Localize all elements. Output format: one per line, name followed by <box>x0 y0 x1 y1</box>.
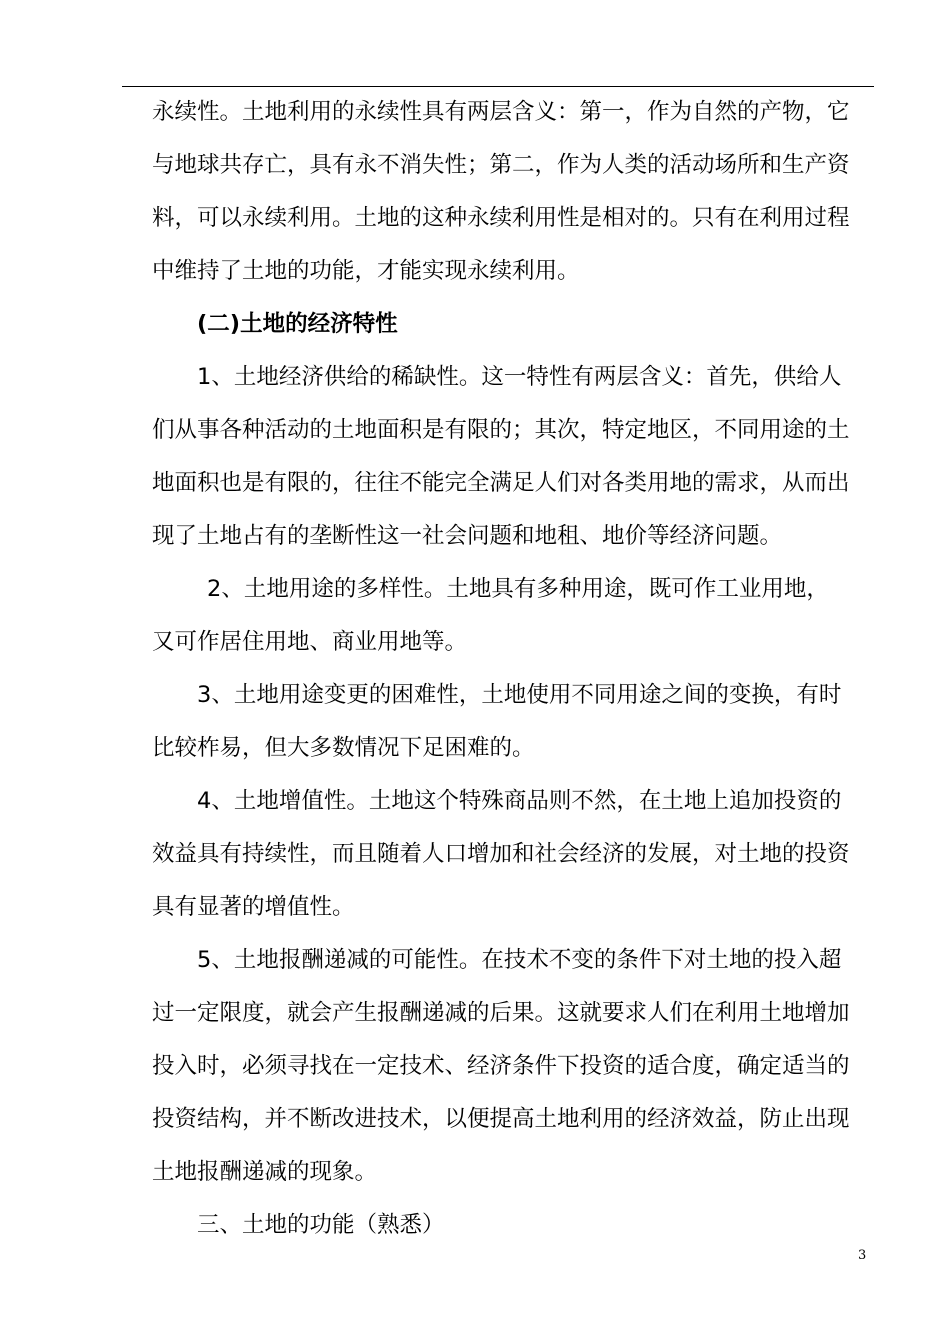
page-number: 3 <box>858 1248 867 1263</box>
paragraph-line: 具有显著的增值性。 <box>152 894 355 920</box>
paragraph-line: 又可作居住用地、商业用地等。 <box>152 629 468 655</box>
paragraph-line: 料，可以永续利用。土地的这种永续利用性是相对的。只有在利用过程 <box>152 205 850 231</box>
paragraph-line: 与地球共存亡，具有永不消失性；第二，作为人类的活动场所和生产资 <box>152 152 850 178</box>
paragraph-line: 效益具有持续性，而且随着人口增加和社会经济的发展，对土地的投资 <box>152 841 850 867</box>
paragraph-line: 们从事各种活动的土地面积是有限的；其次，特定地区，不同用途的土 <box>152 417 850 443</box>
paragraph-line: 比较柞易，但大多数情况下足困难的。 <box>152 735 535 761</box>
paragraph-line: 2、土地用途的多样性。土地具有多种用途，既可作工业用地， <box>207 576 829 602</box>
paragraph-line: 永续性。土地利用的永续性具有两层含义：第一，作为自然的产物，它 <box>152 99 850 125</box>
section-heading: (二)土地的经济特性 <box>197 311 398 337</box>
paragraph-line: 投资结构，并不断改进技术，以便提高土地利用的经济效益，防止出现 <box>152 1106 850 1132</box>
section-heading: 三、土地的功能（熟悉） <box>197 1212 445 1238</box>
paragraph-line: 5、土地报酬递减的可能性。在技术不变的条件下对土地的投入超 <box>197 947 842 973</box>
paragraph-line: 过一定限度，就会产生报酬递减的后果。这就要求人们在利用土地增加 <box>152 1000 850 1026</box>
paragraph-line: 3、土地用途变更的困难性，土地使用不同用途之间的变换，有时 <box>197 682 842 708</box>
paragraph-line: 中维持了土地的功能，才能实现永续利用。 <box>152 258 580 284</box>
body-text <box>152 86 850 1252</box>
paragraph-line: 现了土地占有的垄断性这一社会问题和地租、地价等经济问题。 <box>152 523 783 549</box>
paragraph-line: 4、土地增值性。土地这个特殊商品则不然，在土地上追加投资的 <box>197 788 842 814</box>
paragraph-line: 土地报酬递减的现象。 <box>152 1159 378 1185</box>
paragraph-line: 地面积也是有限的，往往不能完全满足人们对各类用地的需求，从而出 <box>152 470 850 496</box>
paragraph-line: 投入时，必须寻找在一定技术、经济条件下投资的适合度，确定适当的 <box>152 1053 850 1079</box>
paragraph-line: 1、土地经济供给的稀缺性。这一特性有两层含义：首先，供给人 <box>197 364 842 390</box>
